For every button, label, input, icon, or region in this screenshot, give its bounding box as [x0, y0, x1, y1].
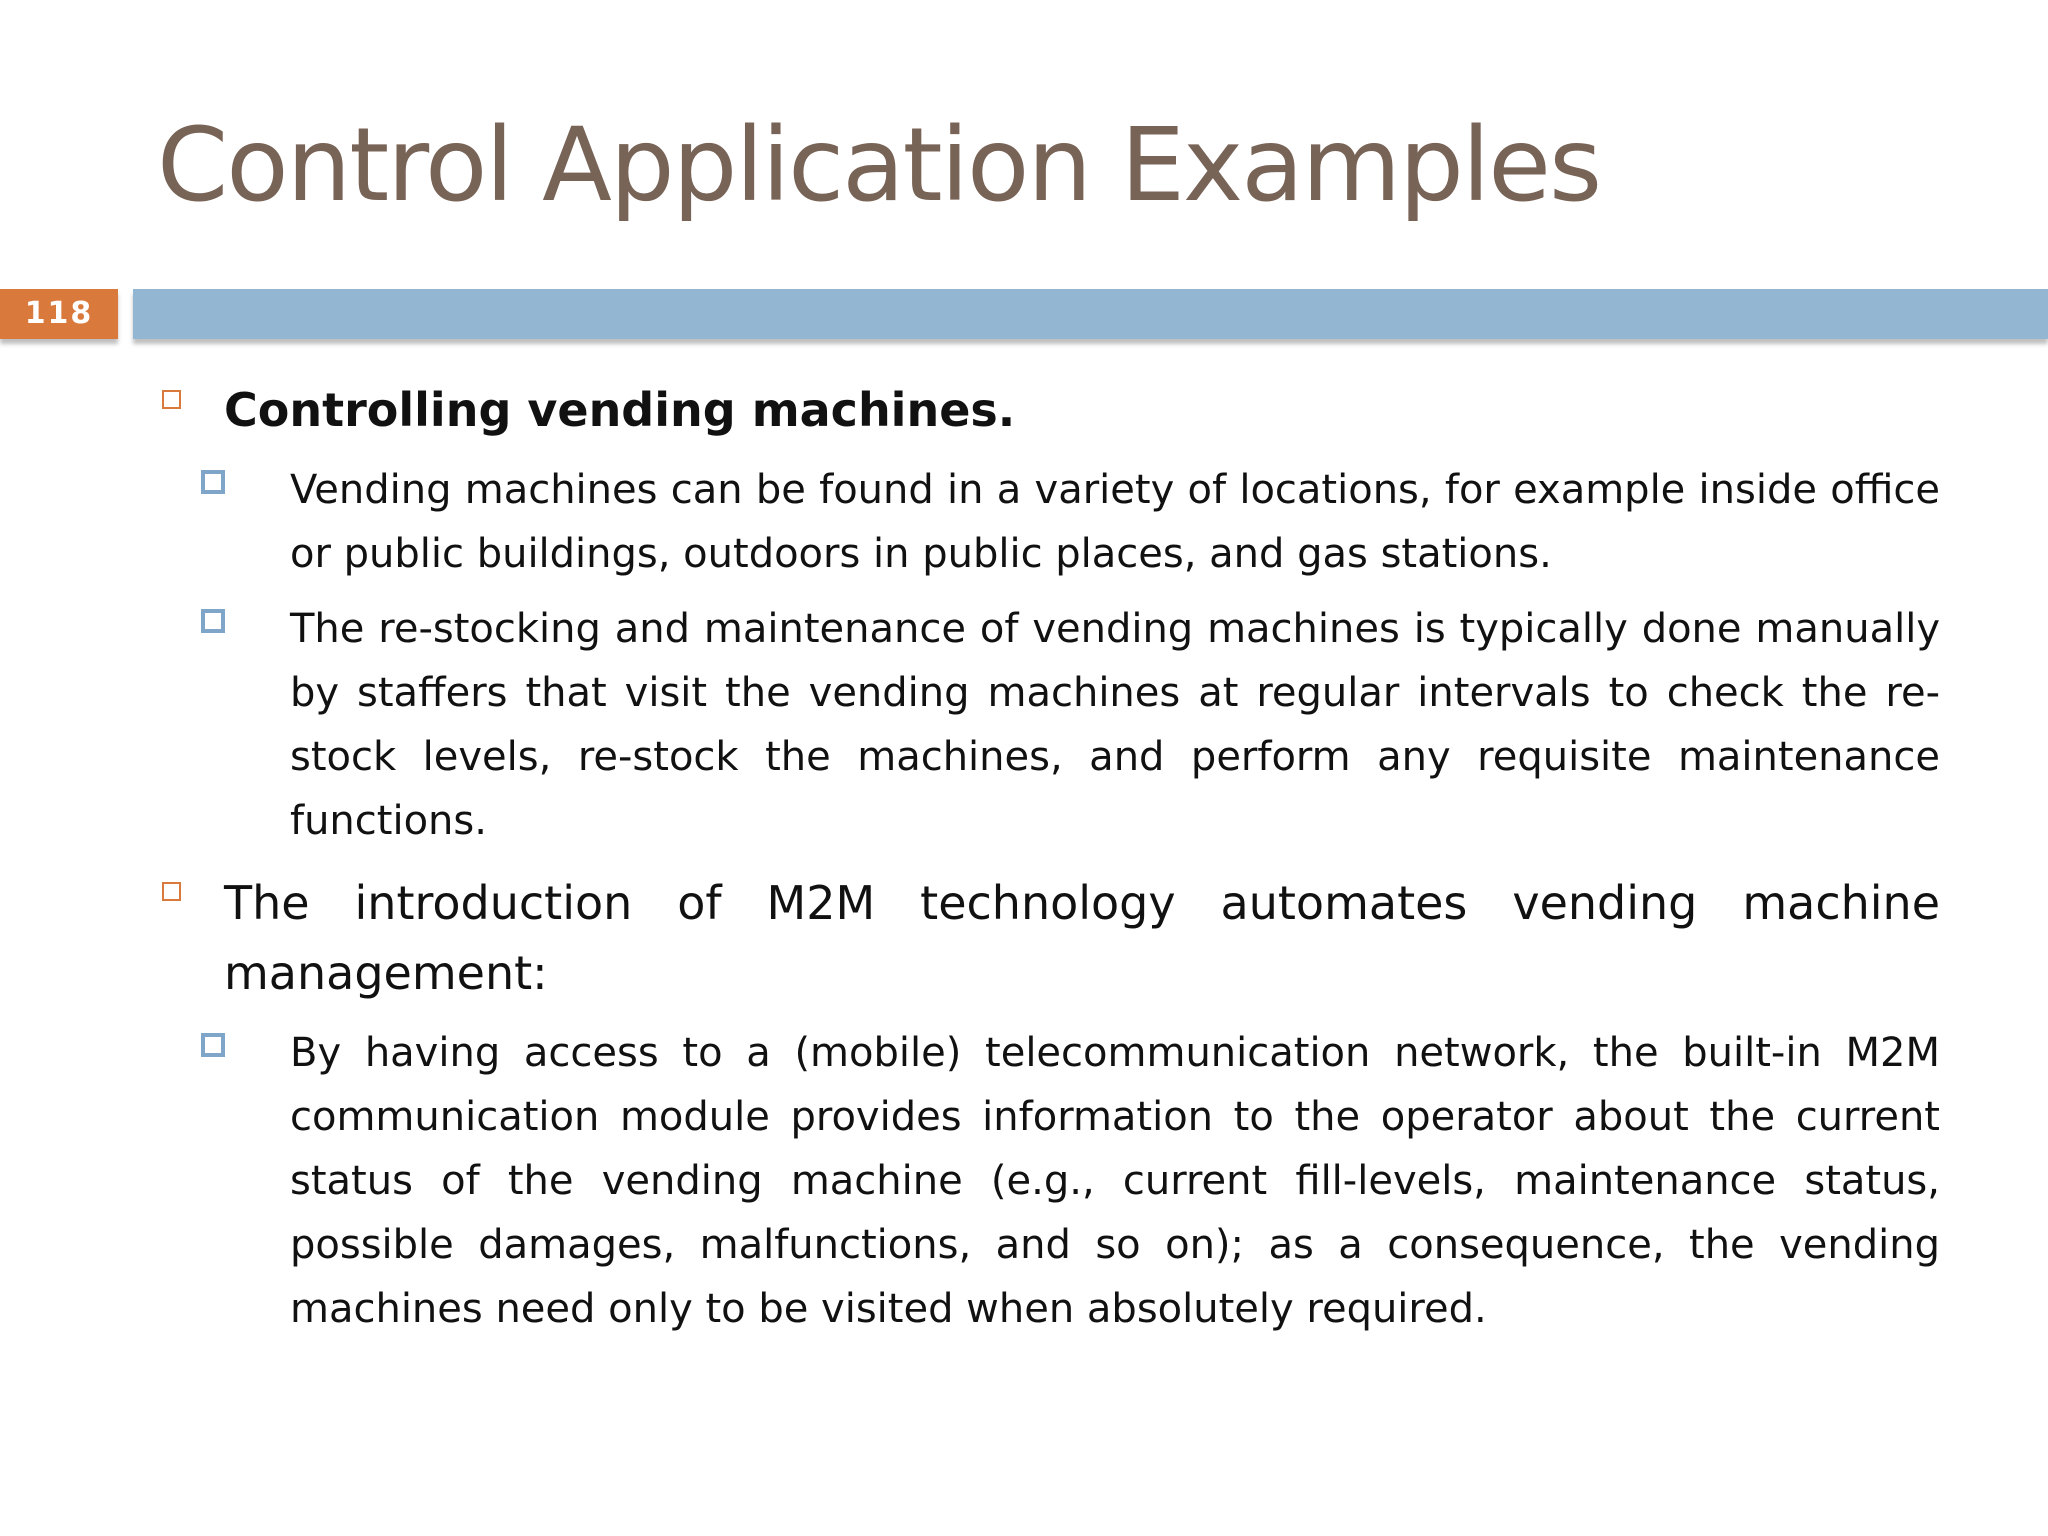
title-divider-bar	[133, 289, 2048, 339]
sub-bullet-item	[290, 597, 1940, 853]
sub-bullet-text: The re-stocking and maintenance of vending machines is typically done manually by staffers that visit the vending machines at regular intervals to check the re-stock levels, re-stock the machines, and perform any requisite maintenance functions.	[290, 606, 1940, 844]
sub-bullet-item	[290, 458, 1940, 586]
square-bullet-icon	[162, 882, 181, 901]
square-bullet-icon	[201, 609, 225, 633]
sub-bullet-text: By having access to a (mobile) telecommunication network, the built-in M2M communication module provides information to the operator about the current status of the vending machine (e.g., current fill-levels, maintenance status, possible damages, malfunctions, and so on); as a consequence, the vending machines need only to be visited when absolutely required.	[290, 1030, 1940, 1332]
square-bullet-icon	[201, 470, 225, 494]
bullet-item	[224, 868, 1940, 1008]
square-bullet-icon	[201, 1033, 225, 1057]
bullet-item	[224, 375, 1940, 445]
page-number-badge: 118	[0, 289, 118, 339]
bullet-text: The introduction of M2M technology automates vending machine management:	[224, 876, 1940, 1000]
slide-title: Control Application Examples	[157, 106, 1601, 225]
sub-bullet-text: Vending machines can be found in a variety of locations, for example inside office or public buildings, outdoors in public places, and gas stations.	[290, 467, 1940, 577]
sub-bullet-item	[290, 1021, 1940, 1341]
bullet-text: Controlling vending machines.	[224, 383, 1016, 437]
square-bullet-icon	[162, 390, 181, 409]
